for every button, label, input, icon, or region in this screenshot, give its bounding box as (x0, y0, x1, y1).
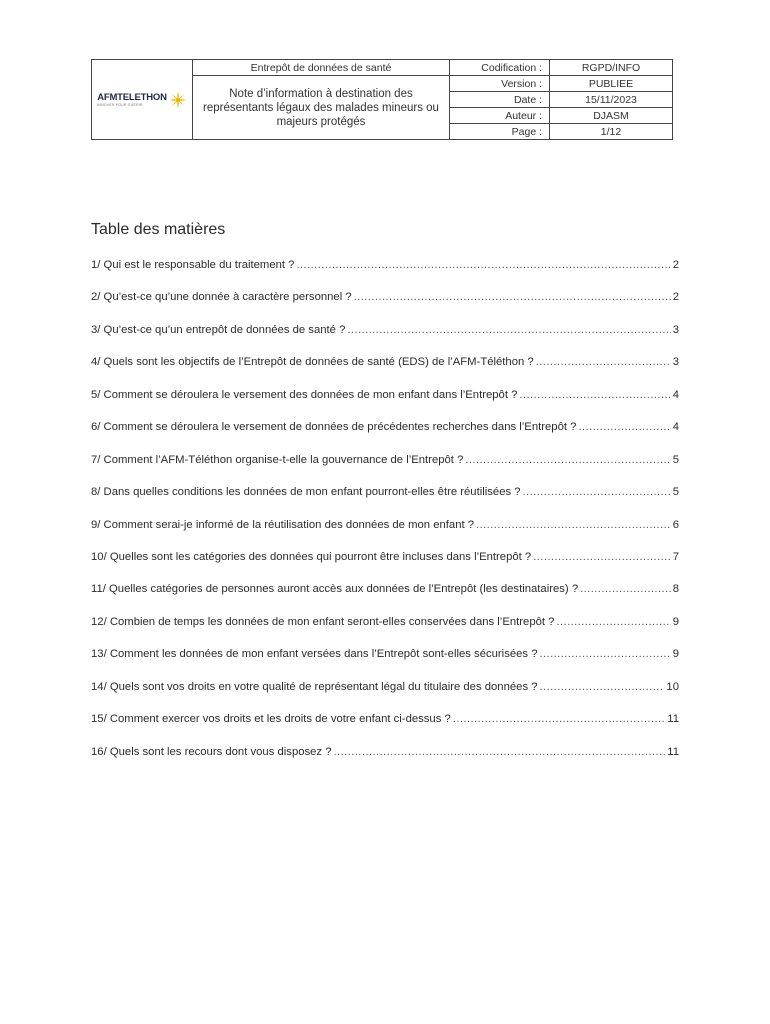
toc-entry[interactable] (91, 324, 679, 356)
toc-page-number: 7 (672, 550, 679, 563)
field-label-date: Date : (450, 92, 550, 108)
toc-entry[interactable] (91, 583, 679, 615)
toc-dot-leader (296, 259, 670, 271)
toc-entry-text: 8/ Dans quelles conditions les données de mon enfant pourront-elles être réutilisées ? (91, 486, 521, 499)
field-label-version: Version : (450, 76, 550, 92)
logo-tagline: INNOVER POUR GUÉRIR (97, 102, 143, 107)
toc-entry[interactable] (91, 486, 679, 518)
toc-entry-text: 11/ Quelles catégories de personnes auront accès aux données de l’Entrepôt (les destinataires) ? (91, 583, 579, 596)
toc-page-number: 11 (667, 713, 679, 726)
toc-page-number: 5 (672, 453, 679, 466)
toc-entry-text: 10/ Quelles sont les catégories des données qui pourront être incluses dans l’Entrepôt ? (91, 550, 532, 563)
toc-entry[interactable] (91, 551, 679, 583)
toc-dot-leader (523, 486, 671, 498)
table-of-contents (91, 259, 679, 778)
toc-entry[interactable] (91, 291, 679, 323)
toc-entry[interactable] (91, 519, 679, 551)
toc-page-number: 10 (666, 680, 679, 693)
toc-entry[interactable] (91, 356, 679, 388)
toc-entry-text: 4/ Quels sont les objectifs de l’Entrepôt de données de santé (EDS) de l’AFM-Téléthon ? (91, 356, 534, 369)
toc-entry[interactable] (91, 681, 679, 713)
toc-dot-leader (556, 616, 670, 628)
logo-wordmark: AFMTELETHON (97, 91, 167, 103)
toc-heading: Table des matières (91, 221, 226, 238)
toc-entry[interactable] (91, 421, 679, 453)
toc-entry-text: 13/ Comment les données de mon enfant versées dans l’Entrepôt sont-elles sécurisées ? (91, 648, 538, 661)
toc-dot-leader (578, 421, 670, 433)
toc-page-number: 11 (667, 745, 679, 758)
field-value-author: DJASM (550, 108, 673, 124)
toc-entry[interactable] (91, 389, 679, 421)
toc-page-number: 9 (672, 615, 679, 628)
field-value-page: 1/12 (550, 124, 673, 140)
toc-page-number: 8 (672, 583, 679, 596)
toc-page-number: 6 (672, 518, 679, 531)
toc-entry-text: 9/ Comment serai-je informé de la réutilisation des données de mon enfant ? (91, 518, 475, 531)
toc-dot-leader (334, 746, 666, 758)
star-icon (169, 91, 187, 109)
toc-page-number: 5 (672, 486, 679, 499)
toc-dot-leader (580, 583, 671, 595)
toc-dot-leader (347, 324, 670, 336)
toc-dot-leader (533, 551, 670, 563)
doc-title: Note d’information à destination des représentants légaux des malades mineurs ou majeurs protégés (193, 76, 450, 140)
toc-entry-text: 5/ Comment se déroulera le versement des données de mon enfant dans l’Entrepôt ? (91, 388, 518, 401)
toc-dot-leader (519, 389, 670, 401)
toc-entry[interactable] (91, 259, 679, 291)
toc-entry[interactable] (91, 746, 679, 778)
field-label-codification: Codification : (450, 60, 550, 76)
toc-dot-leader (465, 454, 670, 466)
toc-page-number: 9 (672, 648, 679, 661)
toc-entry-text: 15/ Comment exercer vos droits et les droits de votre enfant ci-dessus ? (91, 713, 451, 726)
toc-entry-text: 16/ Quels sont les recours dont vous disposez ? (91, 745, 332, 758)
toc-dot-leader (540, 681, 665, 693)
field-value-codification: RGPD/INFO (550, 60, 673, 76)
doc-category: Entrepôt de données de santé (193, 60, 450, 76)
toc-dot-leader (354, 291, 671, 303)
toc-entry-text: 2/ Qu’est-ce qu’une donnée à caractère personnel ? (91, 291, 352, 304)
toc-dot-leader (453, 713, 665, 725)
toc-entry[interactable] (91, 454, 679, 486)
toc-entry[interactable] (91, 616, 679, 648)
field-value-version: PUBLIEE (550, 76, 673, 92)
logo-cell (92, 60, 193, 140)
toc-entry-text: 6/ Comment se déroulera le versement de données de précédentes recherches dans l’Entrepôt ? (91, 421, 577, 434)
toc-dot-leader (536, 356, 671, 368)
document-header (91, 59, 673, 140)
toc-entry-text: 3/ Qu’est-ce qu’un entrepôt de données de santé ? (91, 323, 346, 336)
toc-page-number: 3 (672, 356, 679, 369)
field-value-date: 15/11/2023 (550, 92, 673, 108)
toc-entry-text: 1/ Qui est le responsable du traitement ? (91, 259, 295, 271)
toc-page-number: 4 (672, 421, 679, 434)
field-label-author: Auteur : (450, 108, 550, 124)
toc-entry[interactable] (91, 648, 679, 680)
toc-page-number: 4 (672, 388, 679, 401)
toc-page-number: 2 (672, 259, 679, 271)
toc-entry[interactable] (91, 713, 679, 745)
toc-page-number: 2 (672, 291, 679, 304)
toc-entry-text: 14/ Quels sont vos droits en votre qualité de représentant légal du titulaire des données ? (91, 680, 538, 693)
toc-dot-leader (539, 648, 670, 660)
toc-page-number: 3 (672, 323, 679, 336)
toc-entry-text: 7/ Comment l’AFM-Téléthon organise-t-elle la gouvernance de l’Entrepôt ? (91, 453, 464, 466)
toc-entry-text: 12/ Combien de temps les données de mon enfant seront-elles conservées dans l’Entrepôt ? (91, 615, 555, 628)
toc-dot-leader (476, 519, 671, 531)
field-label-page: Page : (450, 124, 550, 140)
afm-telethon-logo (97, 91, 187, 109)
